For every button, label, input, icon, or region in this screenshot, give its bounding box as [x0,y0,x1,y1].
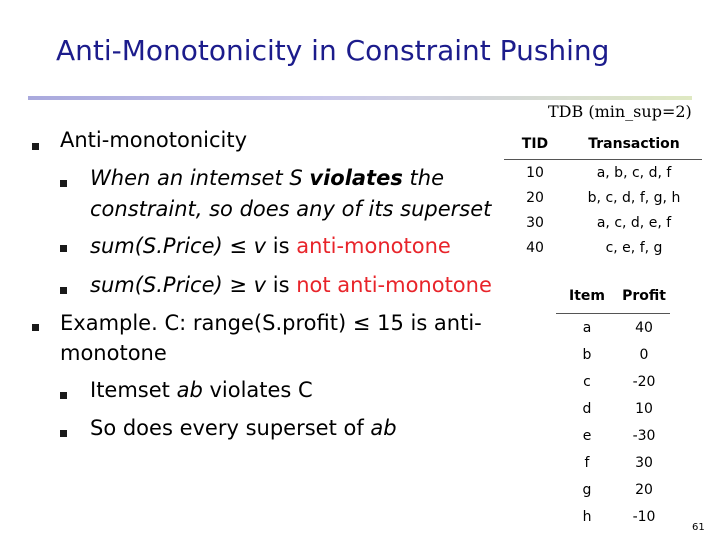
column-header-profit: Profit [618,279,670,314]
subbullet-itemset-ab [90,378,313,402]
expr-is: is [272,234,297,258]
subbullet-violates-post: the [402,166,444,190]
itemset-post: violates C [202,378,313,402]
table-row [556,422,670,449]
cell-item: h [582,508,592,525]
cell-item: e [582,427,592,444]
superset-ab: ab [370,416,397,440]
itemset-ab: ab [176,378,203,402]
profit-table [556,279,670,530]
cell-item: g [582,481,592,498]
cell-profit: 20 [635,481,653,498]
cell-item: f [584,454,590,471]
cell-tid: 10 [526,164,544,181]
cell-transaction: c, e, f, g [605,239,663,256]
bullet-marker [60,430,67,437]
table-row [504,235,702,260]
subbullet-violates-cont: constraint, so does any of its superset [90,197,492,221]
bullet-example: Example. C: range(S.profit) ≤ 15 is anti- [60,311,482,335]
cell-item: c [583,373,591,390]
cell-item: b [582,346,592,363]
cell-profit: -10 [632,508,656,525]
itemset-pre: Itemset [90,378,177,402]
cell-tid: 40 [526,239,544,256]
cell-tid: 20 [526,189,544,206]
anti-monotone-label: anti-monotone [296,234,451,258]
subbullet-sum-le [90,234,451,258]
cell-transaction: a, c, d, e, f [596,214,672,231]
cell-profit: -30 [632,427,656,444]
table-row [504,185,702,210]
superset-pre: So does every superset of [90,416,371,440]
column-header-item: Item [556,279,618,314]
table-row [556,314,670,342]
cell-profit: 10 [635,400,653,417]
cell-profit: -20 [632,373,656,390]
expr-is: is [272,273,297,297]
table-row [556,368,670,395]
column-header-tid: TID [504,128,566,160]
table-header-row [504,128,702,160]
table-header-row [556,279,670,314]
bullet-marker [60,392,67,399]
cell-transaction: a, b, c, d, f [596,164,672,181]
subbullet-violates [90,166,444,190]
table-row [556,395,670,422]
bullet-marker [32,324,39,331]
expr-sum-ge: sum(S.Price) ≥ v [90,273,267,297]
table-row [556,476,670,503]
tdb-label: TDB (min_sup=2) [548,102,692,121]
expr-sum-le: sum(S.Price) ≤ v [90,234,267,258]
cell-transaction: b, c, d, f, g, h [587,189,681,206]
bullet-anti-monotonicity: Anti-monotonicity [60,128,248,152]
table-row [556,341,670,368]
not-anti-monotone-label: not anti-monotone [296,273,492,297]
page-number: 61 [692,522,705,533]
subbullet-superset [90,416,397,440]
table-row [504,160,702,186]
cell-item: d [582,400,592,417]
bullet-marker [60,245,67,252]
cell-profit: 30 [635,454,653,471]
column-header-transaction: Transaction [566,128,702,160]
bullet-marker [32,143,39,150]
bullet-marker [60,180,67,187]
cell-profit: 0 [639,346,649,363]
slide-title: Anti-Monotonicity in Constraint Pushing [56,34,610,67]
subbullet-violates-pre: When an intemset S [90,166,310,190]
subbullet-sum-ge [90,273,492,297]
table-row [556,449,670,476]
bullet-marker [60,287,67,294]
table-row [504,210,702,235]
transaction-table [504,128,702,260]
title-divider [28,96,692,100]
subbullet-violates-bold: violates [309,166,403,190]
cell-profit: 40 [635,319,653,336]
cell-tid: 30 [526,214,544,231]
bullet-example-cont: monotone [60,341,167,365]
cell-item: a [582,319,592,336]
table-row [556,503,670,530]
